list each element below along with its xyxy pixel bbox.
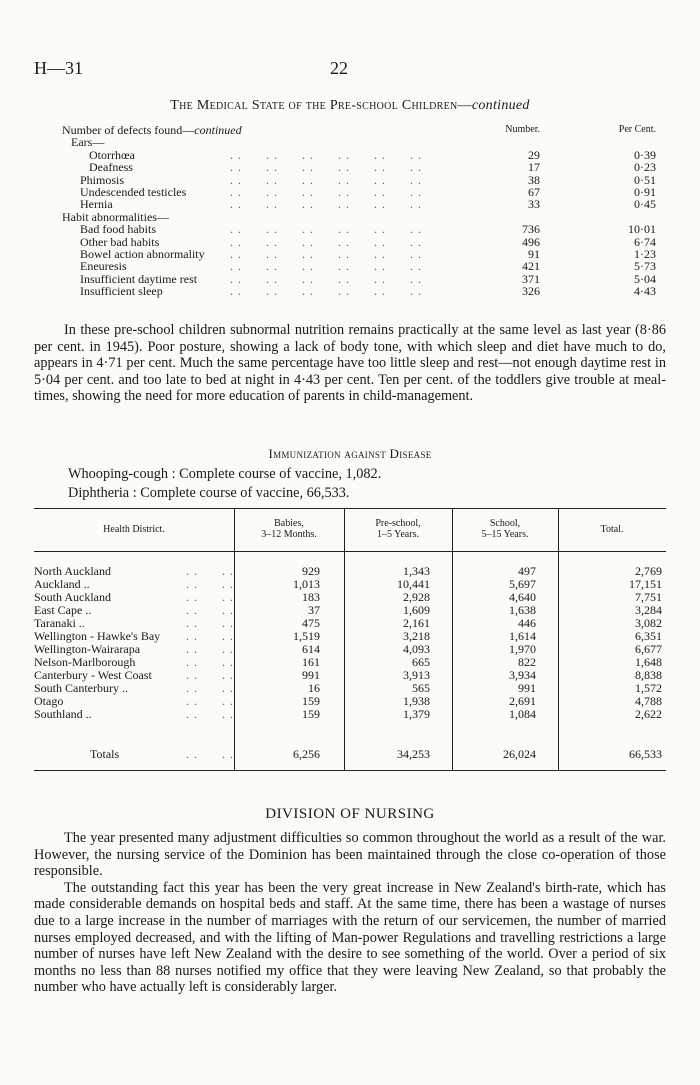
preschool-count: 2,928 <box>403 590 430 604</box>
babies-count: 159 <box>302 707 320 721</box>
district-row <box>34 617 666 630</box>
defects-rows <box>62 136 672 297</box>
defect-number: 67 <box>528 184 540 199</box>
totals-preschool: 34,253 <box>397 747 430 761</box>
district-name: North Auckland <box>34 564 111 578</box>
nutrition-paragraph-text: In these pre-school children subnormal nutrition remains practically at the same level as last year (8·86 per cent. in 1945). Poor posture, showing a lack of body tone, with which sleep and diet have much to do, appears in 4·71 per cent. Much the same percentage have too little sleep and rest—not enough daytime rest in 5·04 per cent. and too late to bed at night in 4·43 per cent. Ten per cent. of the toddlers give trouble at meal-times, showing the need for more education of parents in child-management. <box>34 322 666 405</box>
nursing-title: DIVISION OF NURSING <box>265 806 435 822</box>
leader-dots: . . . . . . . . . . . . <box>230 285 422 298</box>
defect-percent: 1·23 <box>634 246 656 261</box>
babies-count: 929 <box>302 564 320 578</box>
leader-dots: . . . . . . . . . . . . <box>230 185 422 199</box>
header-babies: Babies, 3–12 Months. <box>261 518 317 540</box>
school-count: 1,614 <box>509 629 536 643</box>
school-count: 822 <box>518 655 536 669</box>
leader-dots: . . . . <box>186 643 234 656</box>
leader-dots: . . . . <box>186 669 234 682</box>
babies-count: 475 <box>302 616 320 630</box>
defect-row <box>62 248 672 260</box>
defects-table <box>62 124 672 297</box>
preschool-count: 10,441 <box>397 577 430 591</box>
leader-dots: . . . . <box>186 565 234 578</box>
defect-percent: 0·23 <box>634 160 656 175</box>
defect-percent: 0·45 <box>634 197 656 212</box>
preschool-count: 3,218 <box>403 629 430 643</box>
leader-dots: . . . . . . . . . . . . <box>230 247 422 261</box>
defect-percent: 0·51 <box>634 172 656 187</box>
nursing-paragraph-1: The year presented many adjustment difficulties so common throughout the world as a result of the war. However, the nursing service of the Dominion has been maintained through the close co-operation of those responsible. <box>34 830 666 880</box>
district-name: Wellington - Hawke's Bay <box>34 629 161 643</box>
nursing-paragraph-2: The outstanding fact this year has been the very great increase in New Zealand's birth-rate, which has made considerable demands on hospital beds and staff. At the same time, there has been a wastage of nurses due to a large increase in the number of marriages with the return of our servicemen, the number of married nurses employed decreased, and with the lifting of Man-power Regulations and travelling restrictions a large number of nurses have left New Zealand with the desire to see something of the world. Over a period of six months no less than 88 nurses notified my office that they were leaving New Zealand, so that probably the number who have actually left is considerably larger. <box>34 879 666 996</box>
immunization-title: Immunization against Disease <box>268 446 432 461</box>
district-name: Nelson-Marlborough <box>34 655 136 669</box>
district-name: Southland .. <box>34 707 92 721</box>
district-name: Taranaki .. <box>34 616 85 630</box>
defect-number: 17 <box>528 160 540 175</box>
defect-label: Insufficient daytime rest <box>80 271 198 286</box>
table-header-rule <box>34 551 666 552</box>
school-count: 1,638 <box>509 603 536 617</box>
total-count: 17,151 <box>629 577 662 591</box>
babies-count: 183 <box>302 590 320 604</box>
nursing-paragraphs <box>34 830 666 996</box>
district-name: Canterbury - West Coast <box>34 668 152 682</box>
defect-percent: 6·74 <box>634 234 656 249</box>
totals-babies: 6,256 <box>293 747 320 761</box>
district-row <box>34 669 666 682</box>
leader-dots: . . . . . . . . . . . . <box>230 223 422 236</box>
col-number-header: Number. <box>505 124 540 135</box>
leader-dots: . . . . . . . . . . . . <box>230 235 422 248</box>
defects-table-header <box>62 124 672 136</box>
babies-count: 37 <box>308 603 320 617</box>
header-health-district: Health District. <box>103 524 165 535</box>
defects-heading: Number of defects found—continued <box>62 123 242 137</box>
leader-dots: . . . . . . . . . . . . <box>230 173 422 186</box>
leader-dots: . . . . . . . . . . . . <box>230 198 422 211</box>
defect-number: 33 <box>528 197 540 212</box>
babies-count: 991 <box>302 668 320 682</box>
school-count: 3,934 <box>509 668 536 682</box>
defect-number: 91 <box>528 246 540 261</box>
medical-state-title <box>0 98 700 114</box>
defect-label: Other bad habits <box>80 234 160 249</box>
total-count: 8,838 <box>635 668 662 682</box>
defect-percent: 0·39 <box>634 147 656 162</box>
defect-percent: 5·73 <box>634 259 656 274</box>
defect-number: 496 <box>522 234 540 249</box>
preschool-count: 1,379 <box>403 707 430 721</box>
district-row <box>34 604 666 617</box>
leader-dots: . . . . <box>186 656 234 669</box>
leader-dots: . . . . <box>186 708 234 721</box>
defect-row <box>62 198 672 210</box>
district-name: Wellington-Wairarapa <box>34 642 141 656</box>
total-count: 6,351 <box>635 629 662 643</box>
district-row <box>34 656 666 669</box>
col-percent-header: Per Cent. <box>618 124 656 135</box>
preschool-count: 4,093 <box>403 642 430 656</box>
babies-count: 16 <box>308 681 320 695</box>
school-count: 991 <box>518 681 536 695</box>
school-count: 4,640 <box>509 590 536 604</box>
district-name: East Cape .. <box>34 603 92 617</box>
defect-number: 371 <box>522 271 540 286</box>
leader-dots: . . . . <box>186 591 234 604</box>
defect-row <box>62 136 672 148</box>
total-count: 7,751 <box>635 590 662 604</box>
district-row <box>34 565 666 578</box>
document-reference: H—31 <box>34 58 83 78</box>
totals-school: 26,024 <box>503 747 536 761</box>
nutrition-paragraph <box>34 322 666 405</box>
school-count: 446 <box>518 616 536 630</box>
diphtheria-line: Diphtheria : Complete course of vaccine, 66,533. <box>68 485 350 501</box>
table-top-rule <box>34 508 666 509</box>
defect-label: Otorrhœa <box>89 147 135 162</box>
school-count: 497 <box>518 564 536 578</box>
leader-dots: . . . . <box>186 604 234 617</box>
babies-count: 1,519 <box>293 629 320 643</box>
totals-total: 66,533 <box>629 747 662 761</box>
defect-row <box>62 149 672 161</box>
leader-dots: . . . . <box>186 748 234 761</box>
page-number: 22 <box>330 58 348 78</box>
district-row <box>34 630 666 643</box>
district-name: Otago <box>34 694 64 708</box>
total-count: 4,788 <box>635 694 662 708</box>
total-count: 3,284 <box>635 603 662 617</box>
defect-row <box>62 223 672 235</box>
defect-row <box>62 285 672 297</box>
leader-dots: . . . . <box>186 578 234 591</box>
header-preschool: Pre-school, 1–5 Years. <box>375 518 421 540</box>
defect-label: Undescended testicles <box>80 184 187 199</box>
leader-dots: . . . . <box>186 695 234 708</box>
header-total: Total. <box>600 524 624 535</box>
whooping-cough-line: Whooping-cough : Complete course of vaccine, 1,082. <box>68 466 382 482</box>
table-bottom-rule <box>34 770 666 771</box>
defect-label: Hernia <box>80 197 113 212</box>
defect-label: Bad food habits <box>80 222 156 237</box>
defect-number: 38 <box>528 172 540 187</box>
defect-number: 421 <box>522 259 540 274</box>
district-name: South Canterbury .. <box>34 681 128 695</box>
school-count: 5,697 <box>509 577 536 591</box>
defect-label: Habit abnormalities— <box>62 209 169 224</box>
preschool-count: 665 <box>412 655 430 669</box>
immunization-table <box>34 508 666 780</box>
defect-percent: 10·01 <box>628 222 656 237</box>
leader-dots: . . . . . . . . . . . . <box>230 272 422 286</box>
babies-count: 161 <box>302 655 320 669</box>
defect-label: Deafness <box>89 160 133 175</box>
school-count: 1,084 <box>509 707 536 721</box>
school-count: 2,691 <box>509 694 536 708</box>
preschool-count: 565 <box>412 681 430 695</box>
defect-percent: 4·43 <box>634 284 656 299</box>
defect-row <box>62 186 672 198</box>
district-row <box>34 695 666 708</box>
defect-label: Insufficient sleep <box>80 284 163 299</box>
leader-dots: . . . . . . . . . . . . <box>230 148 422 162</box>
defect-label: Ears— <box>71 135 105 150</box>
preschool-count: 1,938 <box>403 694 430 708</box>
district-name: Auckland .. <box>34 577 90 591</box>
medical-state-title-cont: continued <box>471 98 530 113</box>
district-name: South Auckland <box>34 590 111 604</box>
preschool-count: 1,343 <box>403 564 430 578</box>
total-count: 2,622 <box>635 707 662 721</box>
preschool-count: 2,161 <box>403 616 430 630</box>
district-row <box>34 578 666 591</box>
leader-dots: . . . . . . . . . . . . <box>230 260 422 273</box>
header-school: School, 5–15 Years. <box>481 518 529 540</box>
total-count: 1,648 <box>635 655 662 669</box>
total-count: 1,572 <box>635 681 662 695</box>
defect-number: 29 <box>528 147 540 162</box>
district-row <box>34 643 666 656</box>
leader-dots: . . . . <box>186 630 234 643</box>
total-count: 2,769 <box>635 564 662 578</box>
preschool-count: 3,913 <box>403 668 430 682</box>
total-count: 6,677 <box>635 642 662 656</box>
babies-count: 159 <box>302 694 320 708</box>
defect-label: Phimosis <box>80 172 125 187</box>
leader-dots: . . . . . . . . . . . . <box>230 161 422 174</box>
leader-dots: . . . . <box>186 682 234 695</box>
totals-label: Totals <box>90 747 120 761</box>
defect-percent: 5·04 <box>634 271 656 286</box>
defect-percent: 0·91 <box>634 184 656 199</box>
leader-dots: . . . . <box>186 617 234 630</box>
district-row <box>34 682 666 695</box>
school-count: 1,970 <box>509 642 536 656</box>
defect-label: Eneuresis <box>80 259 127 274</box>
babies-count: 1,013 <box>293 577 320 591</box>
babies-count: 614 <box>302 642 320 656</box>
defect-number: 326 <box>522 284 540 299</box>
district-row <box>34 591 666 604</box>
defect-label: Bowel action abnormality <box>80 246 205 261</box>
medical-state-title-text: The Medical State of the Pre-school Children— <box>170 98 472 113</box>
defect-row <box>62 161 672 173</box>
defect-row <box>62 260 672 272</box>
totals-row <box>34 748 666 761</box>
defect-number: 736 <box>522 222 540 237</box>
total-count: 3,082 <box>635 616 662 630</box>
district-row <box>34 708 666 721</box>
preschool-count: 1,609 <box>403 603 430 617</box>
